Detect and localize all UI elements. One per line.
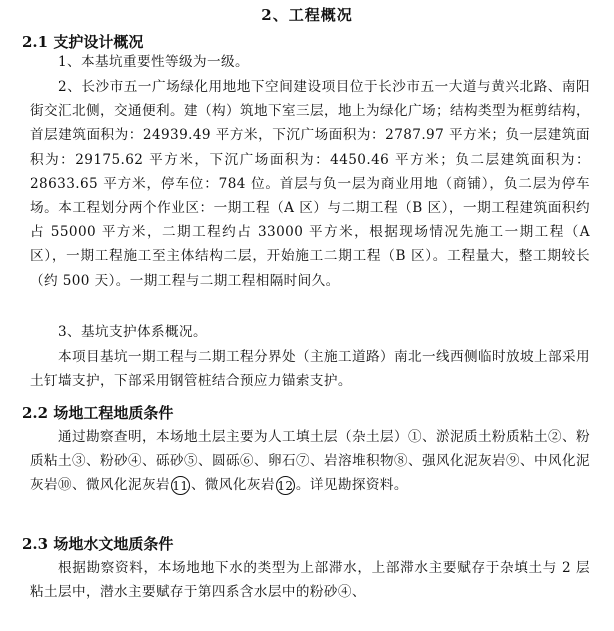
section-2-1-support-paragraph: 本项目基坑一期工程与二期工程分界处（主施工道路）南北一线西侧临时放坡上部采用土钉墙支护，下部采用钢管桩结合预应力锚索支护。 (30, 349, 590, 390)
section-2-3-heading: 2.3 场地水文地质条件 (22, 535, 174, 553)
section-2-1-heading: 2.1 支护设计概况 (22, 33, 144, 51)
section-2-1-item-1: 1、本基坑重要性等级为一级。 (58, 54, 249, 70)
geology-text-start: 通过勘察查明，本场地土层主要为人工填土层（杂土层）①、淤泥质土粉质粘土②、粉质粘土③、粉砂④、砾砂⑤、圆砾⑥、卵石⑦、岩溶堆积物⑧、强风化泥灰岩⑨、中风化泥灰岩⑩、微风化泥灰岩 (30, 429, 590, 494)
section-2-3-hydro-paragraph: 根据勘察资料，本场地地下水的类型为上部滞水，上部滞水主要赋存于杂填土与 2 层粘土层中，潜水主要赋存于第四系含水层中的粉砂④、 (30, 560, 590, 601)
geology-text-end: 。详见勘探资料。 (295, 477, 408, 494)
circled-number-11: 11 (171, 476, 190, 495)
section-2-1-item-2: 2、长沙市五一广场绿化用地地下空间建设项目位于长沙市五一大道与黄兴北路、南阳街交汇北侧，交通便利。建（构）筑地下室三层，地上为绿化广场；结构类型为框剪结构，首层建筑面积为：24939.49 平方米，下沉广场面积为：2787.97 平方米；负一层建筑面积为：29175.62 平方米，下沉广场面积为：4450.46 平方米；负二层建筑面积为：28633.65 平方米，停车位：784 位。首层与负一层为商业用地（商铺），负二层为停车场。本工程划分两个作业区：一期工程（A 区）与二期工程（B 区），一期工程建筑面积约占 55000 平方米，二期工程约占 33000 平方米，根据现场情况先施工一期工程（A 区），一期工程施工至主体结构二层，开始施工二期工程（B 区）。工程量大，整工期较长（约 500 天）。一期工程与二期工程相隔时间久。 (30, 79, 590, 289)
document-title: 2、工程概况 (261, 6, 353, 24)
section-2-2-geology-paragraph (30, 425, 590, 498)
geology-text-mid: 、微风化灰岩 (190, 477, 275, 494)
section-2-2-heading: 2.2 场地工程地质条件 (22, 404, 174, 422)
section-2-1-item-3: 3、基坑支护体系概况。 (58, 324, 207, 340)
circled-number-12: 12 (276, 476, 295, 495)
